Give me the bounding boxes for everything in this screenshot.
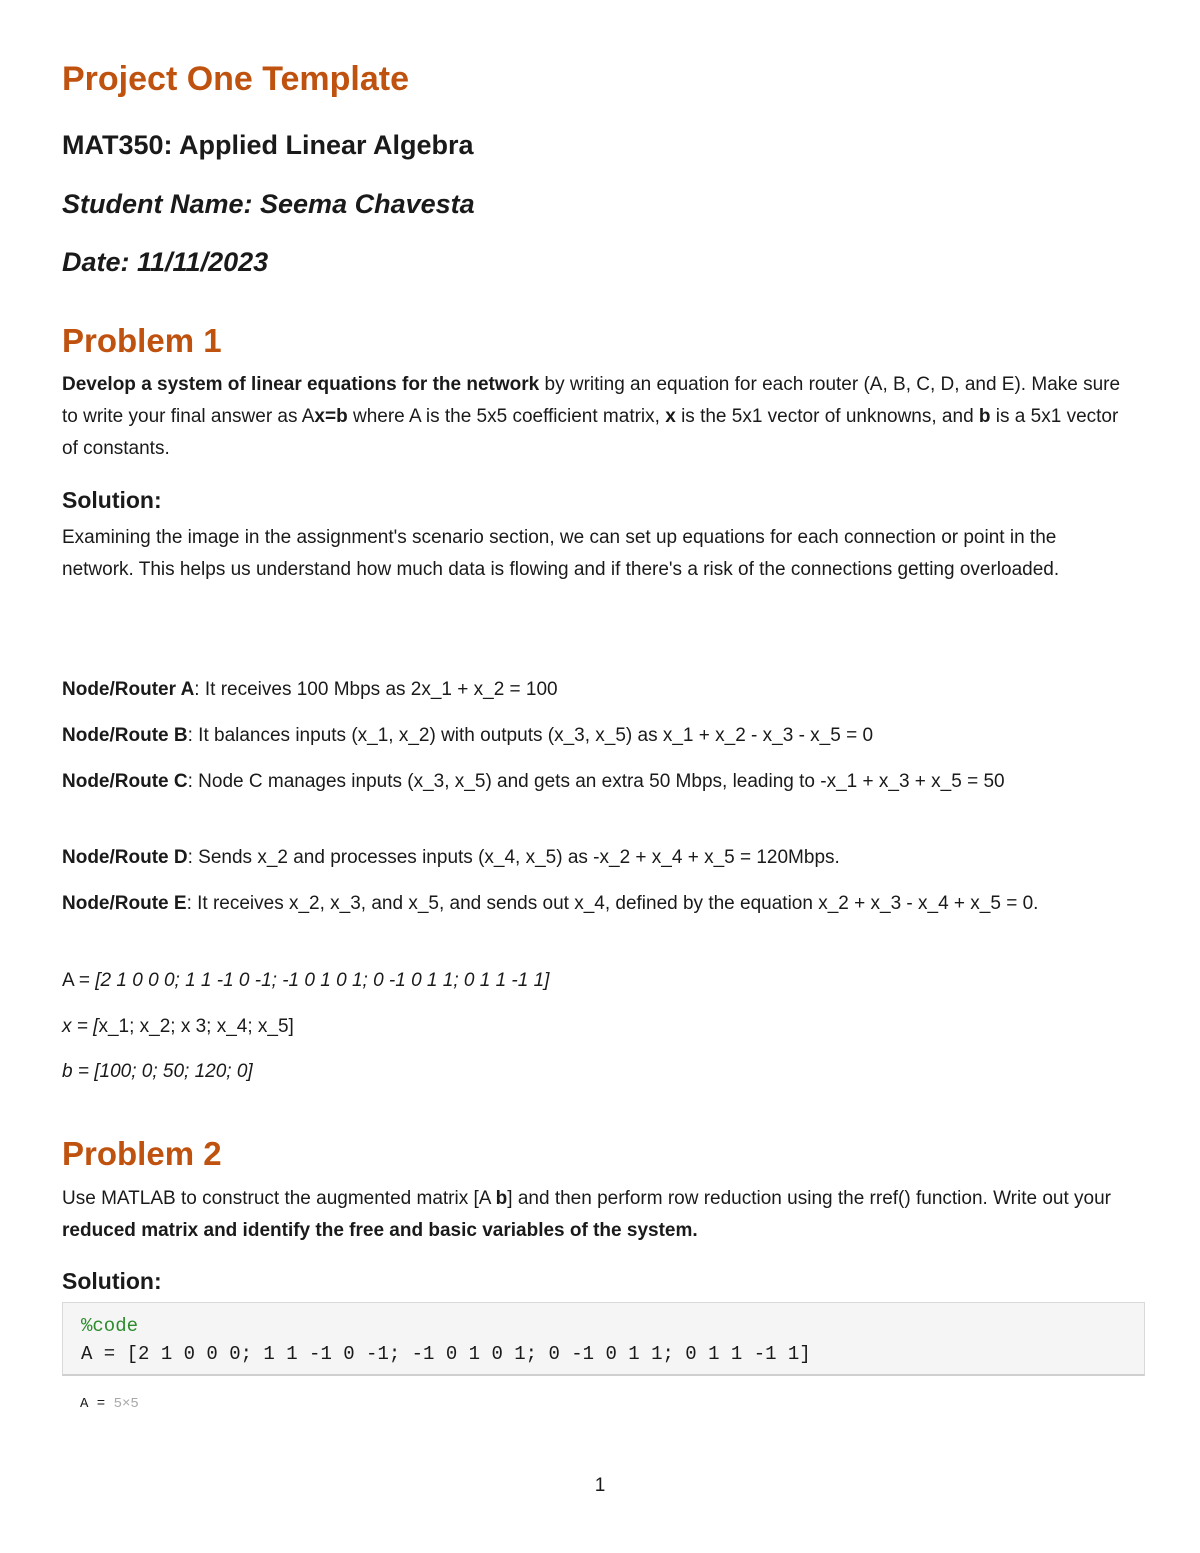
- problem-1-prompt: [62, 369, 1134, 465]
- matlab-code-block[interactable]: [62, 1302, 1145, 1376]
- prompt-text: where A is the 5x5 coefficient matrix,: [347, 406, 666, 427]
- node-label: Node/Route E: [62, 893, 187, 914]
- prompt-b: b: [495, 1188, 508, 1209]
- problem-1-solution-heading: Solution:: [62, 487, 162, 513]
- node-text: : Node C manages inputs (x_3, x_5) and gets an extra 50 Mbps, leading to -x_1 + x_3 + x_5 = 50: [187, 771, 1005, 792]
- problem-1-heading: Problem 1: [62, 322, 222, 359]
- prompt-text: by writing an equation for each router (A, B, C, D, and E). Make sure to write your final answer as A: [62, 374, 1121, 427]
- problem-2-prompt: [62, 1183, 1122, 1247]
- output-dimension: 5×5: [113, 1396, 139, 1412]
- node-label: Node/Router A: [62, 679, 195, 700]
- problem-1-solution-text: Examining the image in the assignment's scenario section, we can set up equations for each connection or point in the network. This helps us understand how much data is flowing and if there's a risk of the connections getting overloaded.: [62, 527, 1060, 580]
- node-text: : It receives x_2, x_3, and x_5, and sends out x_4, defined by the equation x_2 + x_3 - x_4 + x_5 = 0.: [186, 893, 1039, 914]
- course-title: MAT350: Applied Linear Algebra: [62, 130, 474, 160]
- vector-x-prefix: x = [: [62, 1016, 99, 1037]
- node-equation-d: [62, 842, 1134, 874]
- document-title: Project One Template: [62, 60, 410, 98]
- prompt-text: is a 5x1 vector of constants.: [62, 406, 1119, 459]
- page-number: 1: [594, 1475, 606, 1496]
- prompt-bold: reduced matrix and identify the free and basic variables of the system.: [62, 1220, 698, 1241]
- node-label: Node/Route B: [62, 725, 188, 746]
- vector-b-definition: [62, 1056, 1134, 1088]
- node-equation-b: [62, 720, 1134, 752]
- prompt-x: x: [314, 406, 325, 427]
- problem-2-solution-heading: Solution:: [62, 1268, 162, 1294]
- node-equation-e: [62, 888, 1134, 920]
- vector-x-values: x_1; x_2; x 3; x_4; x_5]: [98, 1016, 294, 1037]
- code-comment: %code: [81, 1315, 139, 1337]
- matlab-output: [80, 1396, 139, 1412]
- matrix-a-prefix: A =: [62, 970, 96, 991]
- matrix-a-values: [2 1 0 0 0; 1 1 -1 0 -1; -1 0 1 0 1; 0 -1 0 1 1; 0 1 1 -1 1]: [95, 970, 550, 991]
- problem-2-heading: Problem 2: [62, 1135, 222, 1172]
- prompt-text: is the 5x1 vector of unknowns, and: [675, 406, 979, 427]
- node-equation-a: [62, 674, 1134, 706]
- prompt-b: b: [336, 406, 348, 427]
- prompt-b: b: [978, 406, 991, 427]
- node-label: Node/Route D: [62, 847, 188, 868]
- prompt-bold: Develop a system of linear equations for the network: [62, 374, 540, 395]
- node-text: : Sends x_2 and processes inputs (x_4, x_5) as -x_2 + x_4 + x_5 = 120Mbps.: [187, 847, 840, 868]
- prompt-text: Use MATLAB to construct the augmented matrix [A: [62, 1188, 496, 1209]
- node-text: : It balances inputs (x_1, x_2) with outputs (x_3, x_5) as x_1 + x_2 - x_3 - x_5 = 0: [187, 725, 874, 746]
- output-label: A =: [80, 1396, 114, 1412]
- matrix-a-definition: [62, 965, 1134, 997]
- prompt-x: x: [665, 406, 676, 427]
- prompt-text: ] and then perform row reduction using the rref() function. Write out your: [507, 1188, 1111, 1209]
- student-name: Student Name: Seema Chavesta: [62, 189, 475, 219]
- node-equation-c: [62, 766, 1112, 798]
- node-label: Node/Route C: [62, 771, 188, 792]
- vector-b-values: b = [100; 0; 50; 120; 0]: [62, 1061, 253, 1082]
- node-text: : It receives 100 Mbps as 2x_1 + x_2 = 100: [194, 679, 558, 700]
- prompt-eq: =: [324, 406, 337, 427]
- vector-x-definition: [62, 1011, 1134, 1043]
- code-statement: A = [2 1 0 0 0; 1 1 -1 0 -1; -1 0 1 0 1; 0 -1 0 1 1; 0 1 1 -1 1]: [81, 1343, 811, 1365]
- document-date: Date: 11/11/2023: [62, 247, 269, 277]
